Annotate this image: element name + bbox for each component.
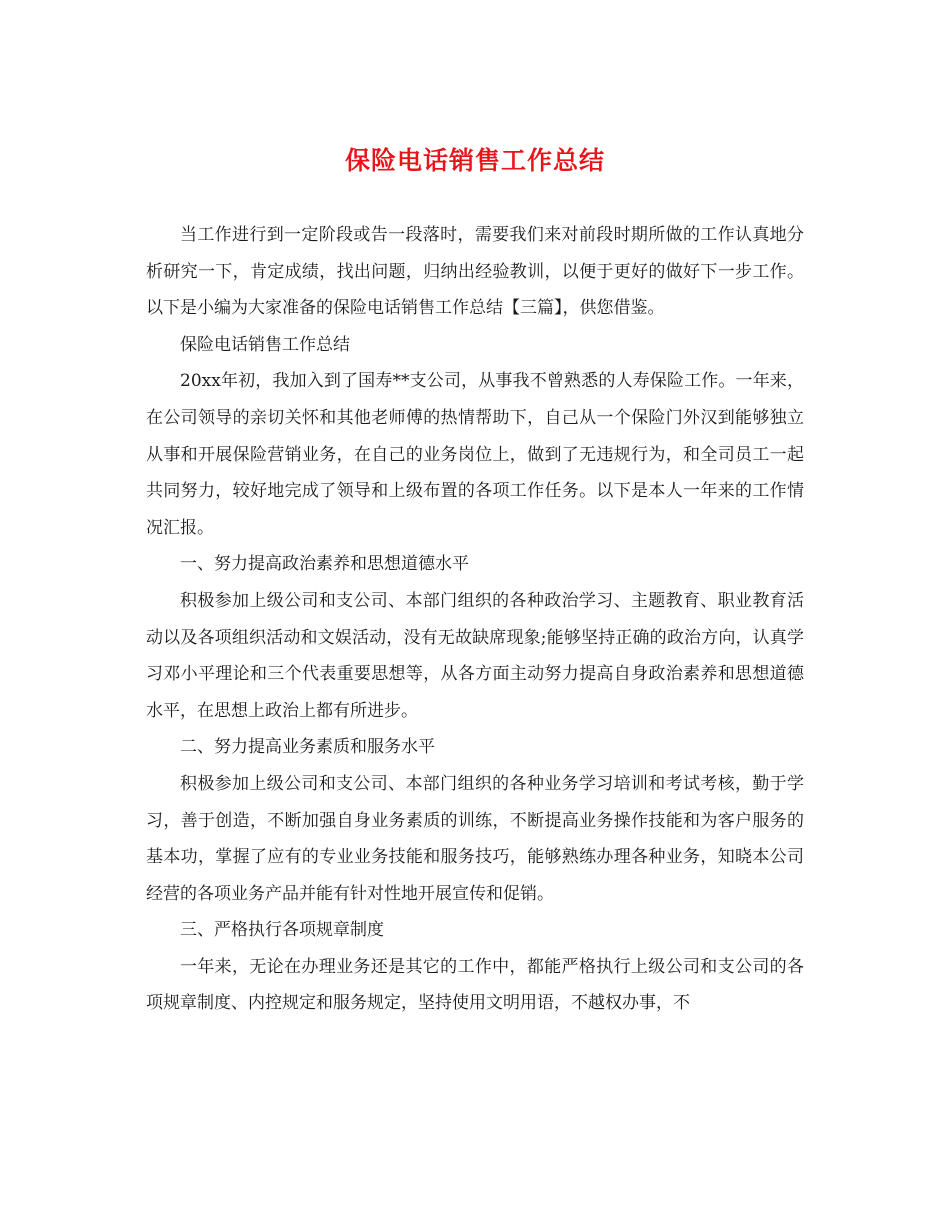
- section-heading: 三、严格执行各项规章制度: [180, 920, 384, 941]
- document-body: [146, 217, 804, 1022]
- section-heading: 保险电话销售工作总结: [180, 334, 350, 355]
- paragraph: 积极参加上级公司和支公司、本部门组织的各种政治学习、主题教育、职业教育活动以及各项组织活动和文娱活动，没有无故缺席现象;能够坚持正确的政治方向，认真学习邓小平理论和三个代表重要思想等，从各方面主动努力提高自身政治素养和思想道德水平，在思想上政治上都有所进步。: [146, 590, 804, 721]
- paragraph: 积极参加上级公司和支公司、本部门组织的各种业务学习培训和考试考核，勤于学习，善于创造，不断加强自身业务素质的训练，不断提高业务操作技能和为客户服务的基本功，掌握了应有的专业业务技能和服务技巧，能够熟练办理各种业务，知晓本公司经营的各项业务产品并能有针对性地开展宣传和促销。: [146, 773, 804, 904]
- paragraph-intro: 当工作进行到一定阶段或告一段落时，需要我们来对前段时期所做的工作认真地分析研究一下，肯定成绩，找出问题，归纳出经验教训，以便于更好的做好下一步工作。以下是小编为大家准备的保险电话销售工作总结【三篇】，供您借鉴。: [146, 225, 804, 319]
- section-heading: 二、努力提高业务素质和服务水平: [180, 737, 435, 758]
- section-heading: 一、努力提高政治素养和思想道德水平: [180, 554, 469, 575]
- document-title: 保险电话销售工作总结: [344, 146, 605, 175]
- paragraph: 20xx年初，我加入到了国寿**支公司，从事我不曾熟悉的人寿保险工作。一年来，在公司领导的亲切关怀和其他老师傅的热情帮助下，自己从一个保险门外汉到能够独立从事和开展保险营销业务，在自己的业务岗位上，做到了无违规行为，和全司员工一起共同努力，较好地完成了领导和上级布置的各项工作任务。以下是本人一年来的工作情况汇报。: [146, 371, 804, 538]
- paragraph: 一年来，无论在办理业务还是其它的工作中，都能严格执行上级公司和支公司的各项规章制度、内控规定和服务规定，坚持使用文明用语，不越权办事，不: [146, 956, 804, 1014]
